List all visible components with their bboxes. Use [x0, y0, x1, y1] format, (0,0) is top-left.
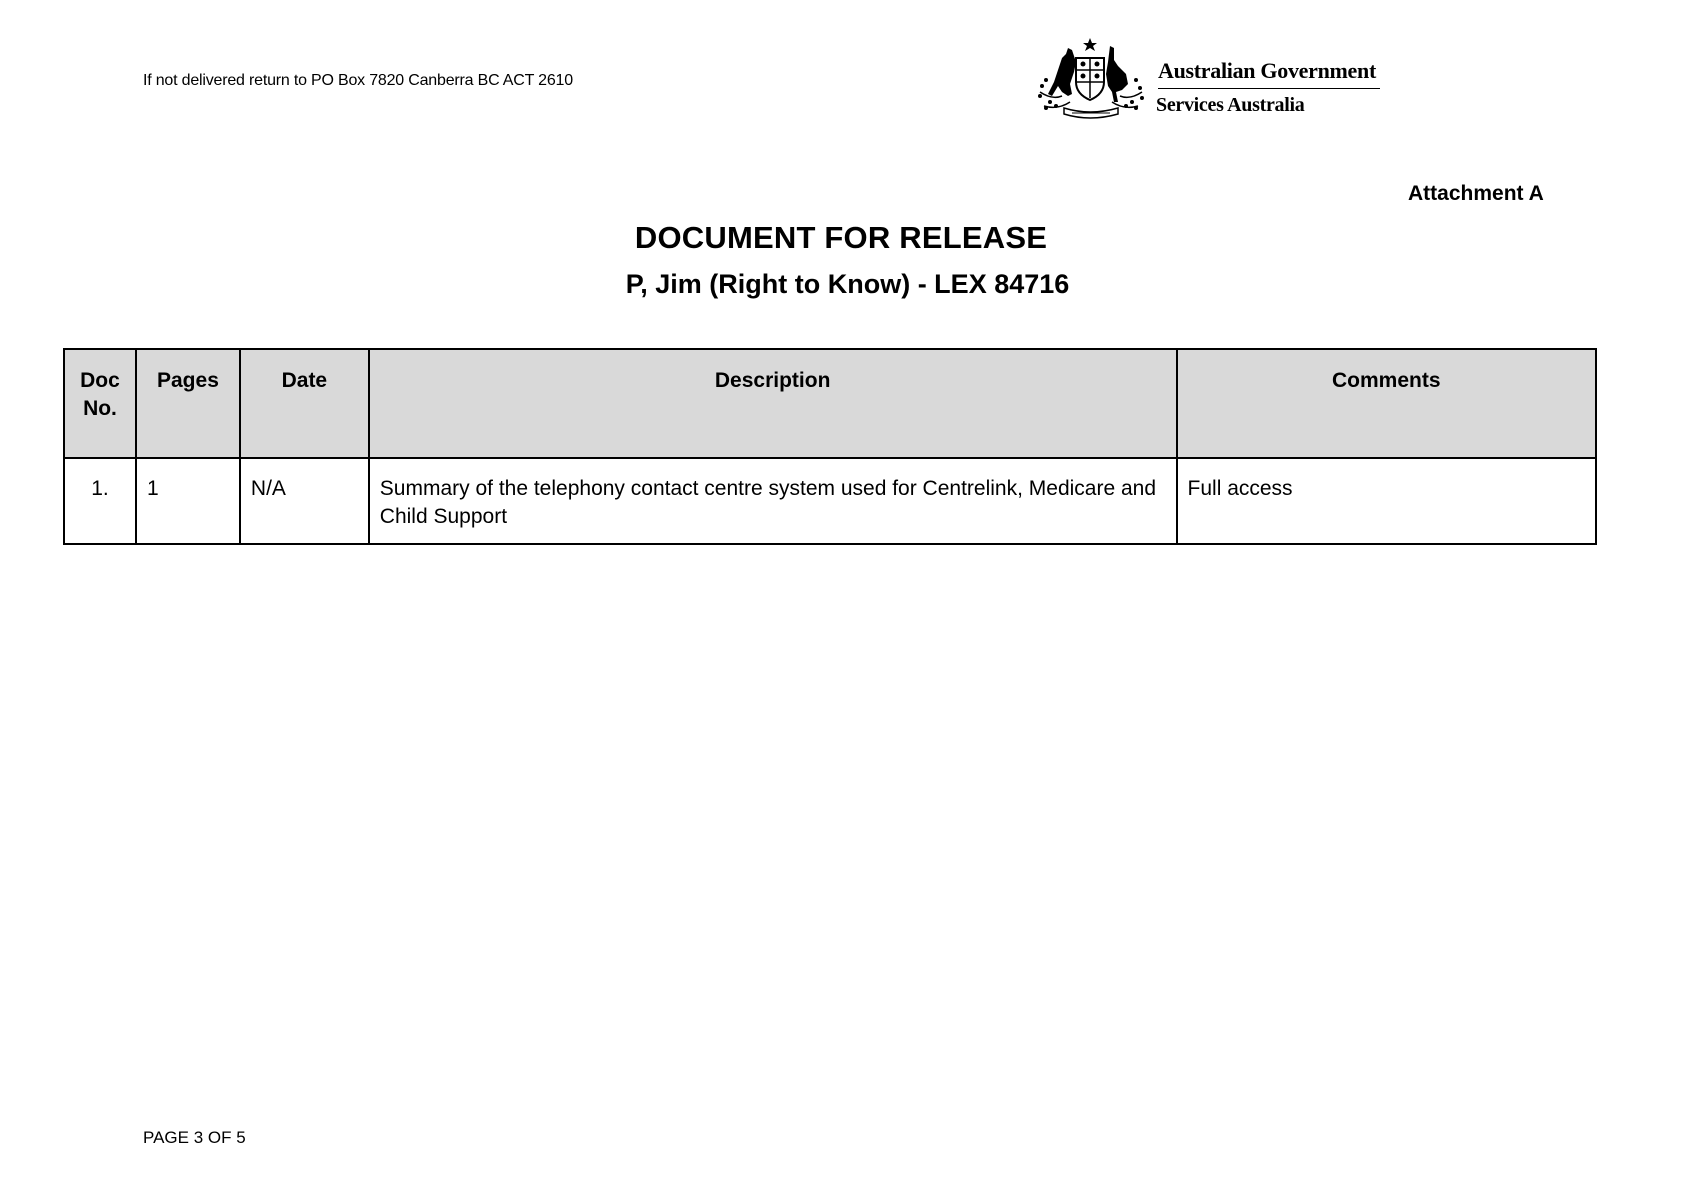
- table-row: [64, 458, 1596, 544]
- header-date: Date: [240, 349, 369, 458]
- header-comments: Comments: [1177, 349, 1596, 458]
- coat-of-arms-icon: [1032, 36, 1150, 122]
- logo-services-australia: Services Australia: [1156, 94, 1305, 116]
- header-doc-no: Doc No.: [64, 349, 136, 458]
- logo-divider: [1158, 88, 1380, 89]
- page-number: PAGE 3 OF 5: [143, 1128, 246, 1147]
- attachment-label: Attachment A: [1408, 182, 1544, 205]
- cell-pages: 1: [136, 458, 240, 544]
- document-subtitle: P, Jim (Right to Know) - LEX 84716: [625, 269, 1070, 299]
- return-address: If not delivered return to PO Box 7820 Canberra BC ACT 2610: [143, 72, 573, 89]
- government-logo: [1032, 36, 1382, 122]
- cell-description: Summary of the telephony contact centre system used for Centrelink, Medicare and Child Support: [369, 458, 1177, 544]
- document-title: DOCUMENT FOR RELEASE: [634, 220, 1048, 255]
- cell-date: N/A: [240, 458, 369, 544]
- logo-australian-government: Australian Government: [1158, 58, 1376, 83]
- cell-doc-no: 1.: [64, 458, 136, 544]
- table-header-row: [64, 349, 1596, 458]
- header-description: Description: [369, 349, 1177, 458]
- cell-comments: Full access: [1177, 458, 1596, 544]
- release-table: [63, 348, 1597, 545]
- header-pages: Pages: [136, 349, 240, 458]
